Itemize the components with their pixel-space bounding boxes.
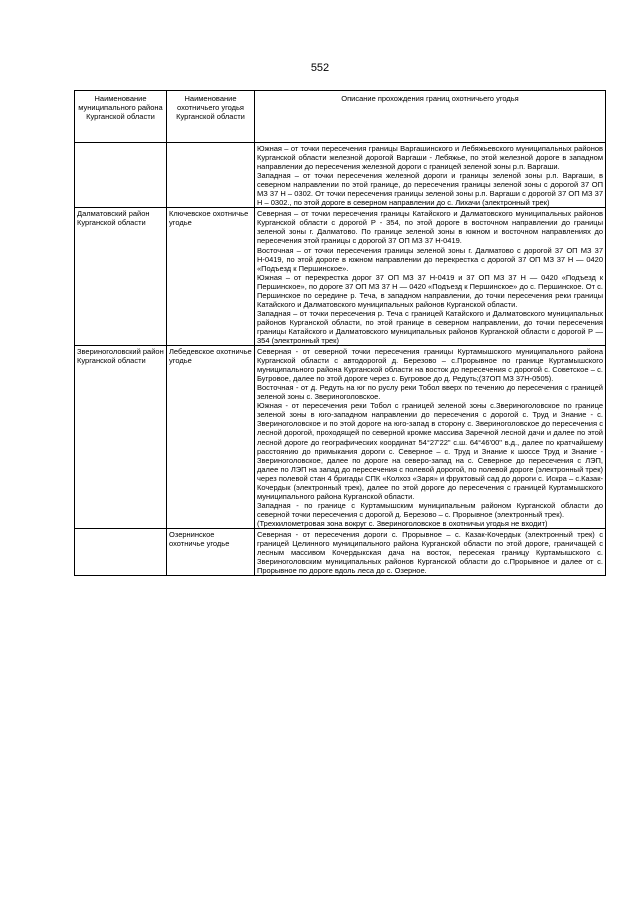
hunting-area-cell: Лебедевское охотничье угодье — [167, 346, 255, 529]
district-cell: Далматовский район Курганской области — [75, 208, 167, 346]
district-cell: Звериноголовский район Курганской области — [75, 346, 167, 529]
description-paragraph: (Трехкилометровая зона вокруг с. Звериноголовское в охотничьи угодья не входит) — [257, 518, 548, 528]
description-paragraph: Западная - по границе с Куртамышским муниципальным районом Курганской области до северной точки пересечения с дорогой д. Березово – с. Прорывное (электронный трек). — [257, 500, 603, 519]
description-paragraph: Восточная – от точки пересечения границы зеленой зоны г. Далматово с дорогой 37 ОП МЗ 37 Н-0419, по этой дороге в южном направлении до перекрестка с дорогой 37 ОП МЗ 37 Н — 0420 «Подъезд к Першинское». — [257, 245, 603, 273]
description-paragraph: Северная - от пересечения дороги с. Прорывное – с. Казак-Кочердык (электронный трек) с границей Целинного муниципального района Курганской области по этой дороге, граничащей с лесным массивом Кочердыкская дача на восток, пересекая границу Куртамышского с. Звериноголовским муниципальных районов Курганской области до с.Прорывное и далее от с. Прорывное по дороге вдоль леса до с. Озерное. — [257, 529, 603, 576]
header-boundary-description: Описание прохождения границ охотничьего угодья — [255, 91, 606, 143]
description-cell — [255, 528, 606, 575]
page-number: 552 — [310, 62, 330, 74]
description-paragraph: Северная - от северной точки пересечения границы Куртамышского муниципального района Курганской области с автодорогой д. Березово – с.Прорывное по границе Куртамышского муниципального района Курганской области на восток до пересечения с дорогой с. Советское – с. Бугровое, далее по этой дороге через с. Бугровое до д. Редуть;(37ОП МЗ 37Н-0505). — [257, 347, 603, 384]
table-row — [75, 208, 606, 346]
description-paragraph: Южная – от перекрестка дорог 37 ОП МЗ 37 Н-0419 и 37 ОП МЗ 37 Н — 0420 «Подъезд к Першинское», по дороге 37 ОП МЗ 37 Н — 0420 «Подъезд к Першинское» до с. Першинское. От с. Першинское по середине р. Теча, в западном направлении, до точки пересечения реки границы Катайского и Далматовского муниципальных районов Курганской области. — [257, 272, 603, 309]
header-district: Наименование муниципального района Курганской области — [75, 91, 167, 143]
district-cell — [75, 528, 167, 575]
table-row — [75, 528, 606, 575]
header-hunting-area: Наименование охотничьего угодья Курганской области — [167, 91, 255, 143]
description-paragraph: Южная – от точки пересечения границы Варгашинского и Лебяжьевского муниципальных районов Курганской области железной дорогой Варгаши - Лебяжье, по этой железной дороге в западном направлении до пересечения железной дороги с границей зеленой зоны р.п. Варгаши. — [257, 144, 603, 172]
description-paragraph: Западная – от точки пересечения железной дороги и границы зеленой зоны р.п. Варгаши, в северном направлении по этой границе, до пересечения границы зеленой зоны с дорогой 37 ОП МЗ 37 Н – 0302. От точки пересечения границы зеленой зоны р.п. Варгаши с дорогой 37 ОП МЗ 37 Н – 0302., по этой дороге в северном направлении до с. Лихачи (электронный трек) — [257, 171, 603, 208]
hunting-grounds-table — [74, 90, 606, 576]
table-row — [75, 346, 606, 529]
description-paragraph: Западная – от точки пересечения р. Теча с границей Катайского и Далматовского муниципальных районов Курганской области, по этой границе в северном направлении, до точки пересечения границы Катайского и Далматовского муниципальных районов Курганской области с дорогой Р — 354 (электронный трек) — [257, 308, 603, 345]
hunting-area-cell: Ключевское охотничье угодье — [167, 208, 255, 346]
hunting-area-cell: Озернинское охотничье угодье — [167, 528, 255, 575]
description-cell — [255, 143, 606, 208]
hunting-area-cell — [167, 143, 255, 208]
description-paragraph: Восточная - от д. Редуть на юг по руслу реки Тобол вверх по течению до пересечения с границей зеленой зоны с. Звериноголовское. — [257, 383, 603, 402]
table-header-row — [75, 91, 606, 143]
district-cell — [75, 143, 167, 208]
table-row — [75, 143, 606, 208]
description-cell — [255, 346, 606, 529]
description-paragraph: Северная – от точки пересечения границы Катайского и Далматовского муниципальных районов Курганской области с дорогой Р - 354, по этой дороге в восточном направлении до границы зеленой зоны г. Далматово. По границе зеленой зоны в южном и восточном направлениях до пересечения этой границы с дорогой 37 ОП МЗ 37 Н-0419. — [257, 209, 603, 246]
description-cell — [255, 208, 606, 346]
description-paragraph: Южная - от пересечения реки Тобол с границей зеленой зоны с.Звериноголовское по границе зеленой зоны в юго-западном направлении до пересечения с дорогой с. Труд и Знание - с. Звериноголовское и по этой дороге на юго-запад в сторону с. Звериноголовское до пересечения с лесной дорогой, проходящей по северной кромке массива Заречной лесной дачи и далее по этой лесной дороге до географических координат 54°27'22" с.ш. 64°46'00" в.д., далее по кратчайшему расстоянию до примыкания дороги с. Северное – с. Труд и Знание к шоссе Труд и Знание - Звериноголовское, далее по дороге на северо-запад на с. Северное до пересечения с ЛЭП, далее по ЛЭП на запад до пересечения с полевой дорогой, по полевой дороге (электронный трек) через полевой стан 4 бригады СПК «Колхоз «Заря» и фруктовый сад до дороги с. Искра – с.Казак-Кочердык (электронный трек), далее по этой дороге до пересечения с границей Куртамышского муниципального района Курганской области. — [257, 401, 603, 501]
